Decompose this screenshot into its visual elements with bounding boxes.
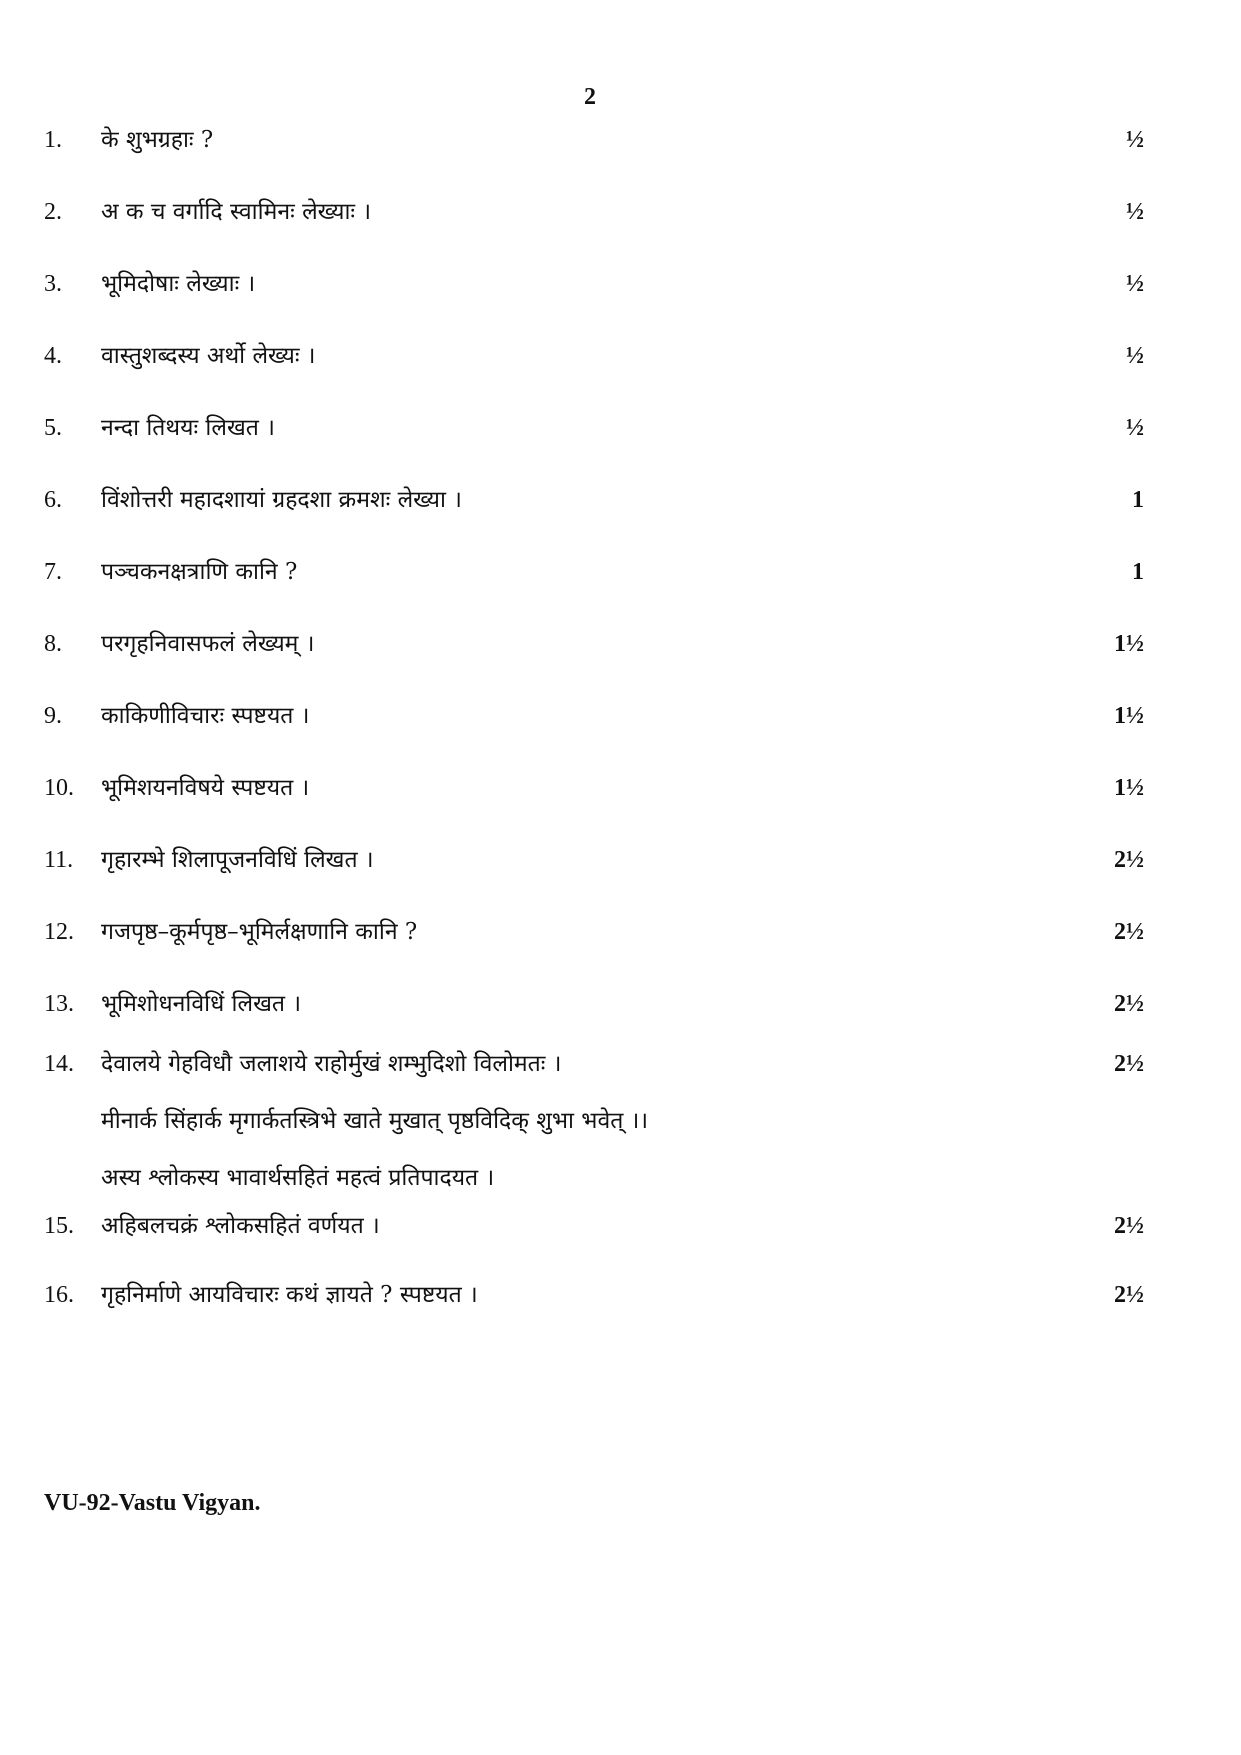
- question-marks: 2½: [1114, 919, 1144, 945]
- question-text: [101, 400, 275, 457]
- question-text-line: भूमिशोधनविधिं लिखत ।: [101, 991, 302, 1017]
- question-number: 12.: [44, 919, 74, 945]
- question-marks: 2½: [1114, 1213, 1144, 1239]
- question-text: [101, 904, 417, 961]
- question-text-line: पञ्चकनक्षत्राणि कानि ?: [101, 559, 298, 585]
- question-number: 4.: [44, 343, 62, 369]
- question-text-line: अ क च वर्गादि स्वामिनः लेख्याः ।: [101, 199, 372, 225]
- question-text-line: देवालये गेहविधौ जलाशये राहोर्मुखं शम्भुदिशो विलोमतः ।: [101, 1051, 562, 1077]
- question-marks: 1: [1132, 487, 1144, 513]
- question-text: [101, 1036, 648, 1207]
- question-number: 13.: [44, 991, 74, 1017]
- question-text: [101, 688, 309, 745]
- question-marks: ½: [1126, 343, 1144, 369]
- question-text: [101, 1267, 478, 1324]
- question-text-line: परगृहनिवासफलं लेख्यम् ।: [101, 631, 315, 657]
- page-number: 2: [584, 84, 596, 110]
- question-text: [101, 616, 314, 673]
- question-text-line: काकिणीविचारः स्पष्टयत ।: [101, 703, 310, 729]
- question-number: 8.: [44, 631, 62, 657]
- question-text-line: गजपृष्ठ–कूर्मपृष्ठ–भूमिर्लक्षणानि कानि ?: [101, 919, 418, 945]
- question-text: [101, 544, 297, 601]
- question-text-line: अस्य श्लोकस्य भावार्थसहितं महत्वं प्रतिपादयत ।: [101, 1165, 495, 1191]
- question-text-line: गृहनिर्माणे आयविचारः कथं ज्ञायते ? स्पष्टयत ।: [101, 1282, 478, 1308]
- question-marks: ½: [1126, 127, 1144, 153]
- question-number: 6.: [44, 487, 62, 513]
- question-marks: 2½: [1114, 1051, 1144, 1077]
- question-number: 5.: [44, 415, 62, 441]
- question-number: 9.: [44, 703, 62, 729]
- paper-code: VU-92-Vastu Vigyan.: [44, 1490, 261, 1516]
- question-text-line: अहिबलचक्रं श्लोकसहितं वर्णयत ।: [101, 1213, 380, 1239]
- question-text-line: भूमिदोषाः लेख्याः ।: [101, 271, 256, 297]
- question-marks: 1: [1132, 559, 1144, 585]
- question-number: 2.: [44, 199, 62, 225]
- question-number: 7.: [44, 559, 62, 585]
- question-text: [101, 184, 371, 241]
- question-text: [101, 1198, 380, 1255]
- question-text-line: गृहारम्भे शिलापूजनविधिं लिखत ।: [101, 847, 374, 873]
- question-marks: ½: [1126, 415, 1144, 441]
- question-text: [101, 256, 255, 313]
- question-text-line: भूमिशयनविषये स्पष्टयत ।: [101, 775, 310, 801]
- question-text-line: के शुभग्रहाः ?: [101, 127, 214, 153]
- question-number: 16.: [44, 1282, 74, 1308]
- question-text-line: विंशोत्तरी महादशायां ग्रहदशा क्रमशः लेख्या ।: [101, 487, 462, 513]
- question-marks: 2½: [1114, 847, 1144, 873]
- question-text-line: नन्दा तिथयः लिखत ।: [101, 415, 275, 441]
- question-number: 10.: [44, 775, 74, 801]
- question-text-line: वास्तुशब्दस्य अर्थो लेख्यः ।: [101, 343, 316, 369]
- question-number: 11.: [44, 847, 74, 873]
- question-marks: 2½: [1114, 991, 1144, 1017]
- question-number: 14.: [44, 1051, 74, 1077]
- question-number: 15.: [44, 1213, 74, 1239]
- question-marks: 1½: [1114, 775, 1144, 801]
- question-number: 1.: [44, 127, 62, 153]
- question-text: [101, 328, 316, 385]
- question-text: [101, 976, 301, 1033]
- question-text-line: मीनार्क सिंहार्क मृगार्कतस्त्रिभे खाते मुखात् पृष्ठविदिक् शुभा भवेत् ।।: [101, 1108, 649, 1134]
- question-marks: 1½: [1114, 703, 1144, 729]
- question-marks: ½: [1126, 199, 1144, 225]
- question-text: [101, 760, 309, 817]
- question-number: 3.: [44, 271, 62, 297]
- question-text: [101, 832, 374, 889]
- question-text: [101, 472, 462, 529]
- question-marks: 2½: [1114, 1282, 1144, 1308]
- question-marks: ½: [1126, 271, 1144, 297]
- question-marks: 1½: [1114, 631, 1144, 657]
- question-text: [101, 112, 213, 169]
